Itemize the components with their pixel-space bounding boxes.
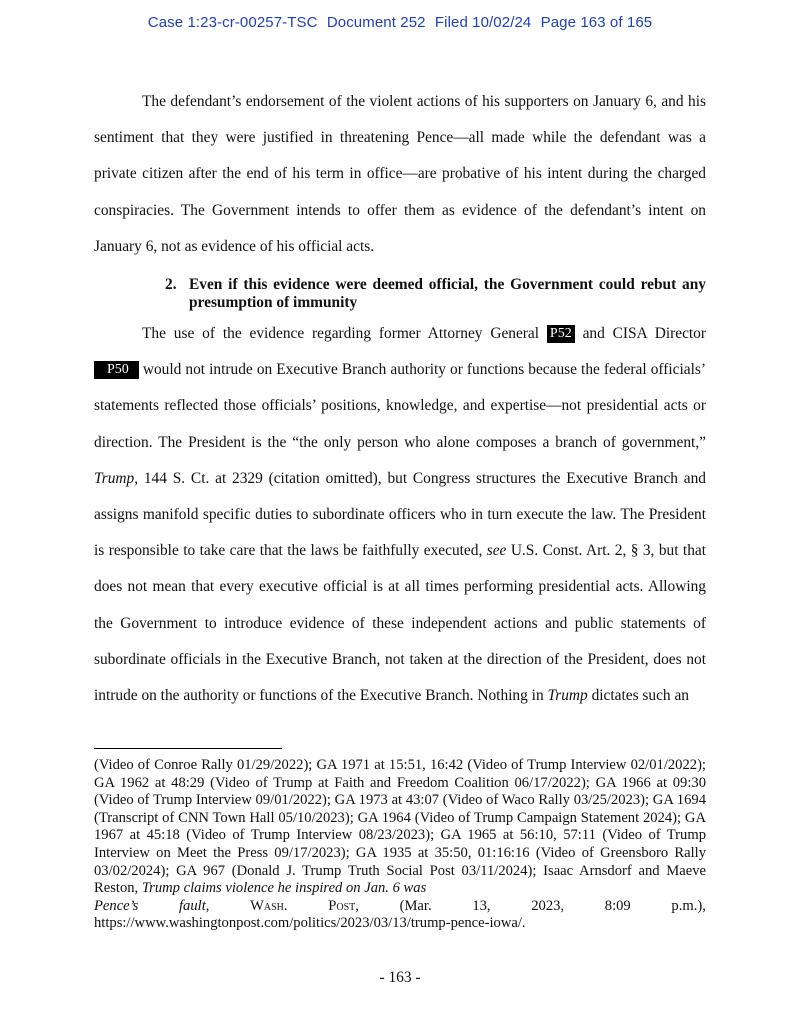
filed-date: Filed 10/02/24 [434,14,532,31]
redaction-box-p52: P52 [547,325,575,343]
case-header [0,14,800,31]
paragraph-1-text: The defendant’s endorsement of the violent actions of his supporters on January 6, and his sentiment that they were justified in threatening Pence—all made while the defendant was a private citizen after the end of his term in office—are probative of his intent during the charged conspiracies. The Government intends to offer them as evidence of the defendant’s intent on January 6, not as evidence of his official acts. [94,93,706,255]
footnote-justified-line [94,898,706,916]
paragraph-2-text-f: dictates such an [587,687,690,705]
footnote-separator [94,748,282,749]
publication-name-b: Post, [328,897,359,914]
paragraph-2-text-d: , 144 S. Ct. at 2329 (citation omitted), but Congress structures the Executive Branch and assigns manifold specific duties to subordinate officers who in turn execute the law. The President is responsible to take care that the laws be faithfully executed, [94,469,706,560]
heading-number: 2. [165,276,177,293]
publication-date-year: 2023, [531,897,565,914]
case-reference-trump: Trump [547,687,588,705]
article-title-part-2 [94,898,138,916]
signal-see: see [486,542,507,560]
article-title-part-1: Trump claims violence he inspired on Jan. 6 was [141,880,427,897]
redaction-box-p50: P50 [94,361,139,379]
section-heading [165,276,706,312]
article-title-part-3: fault, [179,897,210,914]
page-number: - 163 - [379,969,421,986]
heading-text: Even if this evidence were deemed official, the Government could rebut any presumption of immunity [189,276,706,311]
page-of-pages: Page 163 of 165 [540,14,653,31]
case-number: Case 1:23-cr-00257-TSC [147,14,318,31]
paragraph-federal-officials [94,316,706,714]
publication-date-day: 13, [472,897,491,914]
paragraph-2-text-b: and CISA Director [574,325,706,342]
footnote-body [94,757,706,898]
case-citation-trump: Trump [94,469,135,487]
publication-name-a: Wash. [250,897,288,914]
publication-time-suffix: p.m.), [671,897,706,914]
paragraph-2-text-a: The use of the evidence regarding former Attorney General [142,325,547,342]
paragraph-2-text-c: would not intrude on Executive Branch authority or functions because the federal officials’ statements reflected those officials’ positions, knowledge, and expertise—not presidential acts or direction. The President is the “the only person who alone composes a branch of government,” [94,361,706,451]
publication-date-month: (Mar. [399,897,432,914]
article-url: https://www.washingtonpost.com/politics/2023/03/13/trump-pence-iowa/. [94,915,526,932]
article-title-word-fault: fault [179,897,206,914]
footnote-text: (Video of Conroe Rally 01/29/2022); GA 1971 at 15:51, 16:42 (Video of Trump Interview 02/01/2022); GA 1962 at 48:29 (Video of Trump at Faith and Freedom Coalition 06/17/2022); GA 1966 at 09:30 (Video of Trump Interview 09/01/2022); GA 1973 at 43:07 (Video of Waco Rally 03/25/2023); GA 1694 (Transcript of CNN Town Hall 05/10/2023); GA 1964 (Video of Trump Campaign Statement 2024); GA 1967 at 45:18 (Video of Trump Interview 08/23/2023); GA 1965 at 56:10, 57:11 (Video of Trump Interview on Meet the Press 09/17/2023); GA 1935 at 35:50, 01:16:16 (Video of Greensboro Rally 03/02/2024); GA 967 (Donald J. Trump Truth Social Post 03/11/2024); Isaac Arnsdorf and Maeve Reston, [94,757,706,897]
publication-time: 8:09 [604,897,631,914]
article-title-word-pences: Pence’s [94,897,139,914]
paragraph-2-text-e: U.S. Const. Art. 2, § 3, but that does not mean that every executive official is at all times performing presidential acts. Allowing the Government to introduce evidence of these independent actions and public statements of subordinate officials in the Executive Branch, not taken at the direction of the President, does not intrude on the authority or functions of the Executive Branch. Nothing in [94,542,706,705]
paragraph-intent [94,84,706,265]
footnote-continuation [94,757,706,933]
document-number: Document 252 [326,14,426,31]
